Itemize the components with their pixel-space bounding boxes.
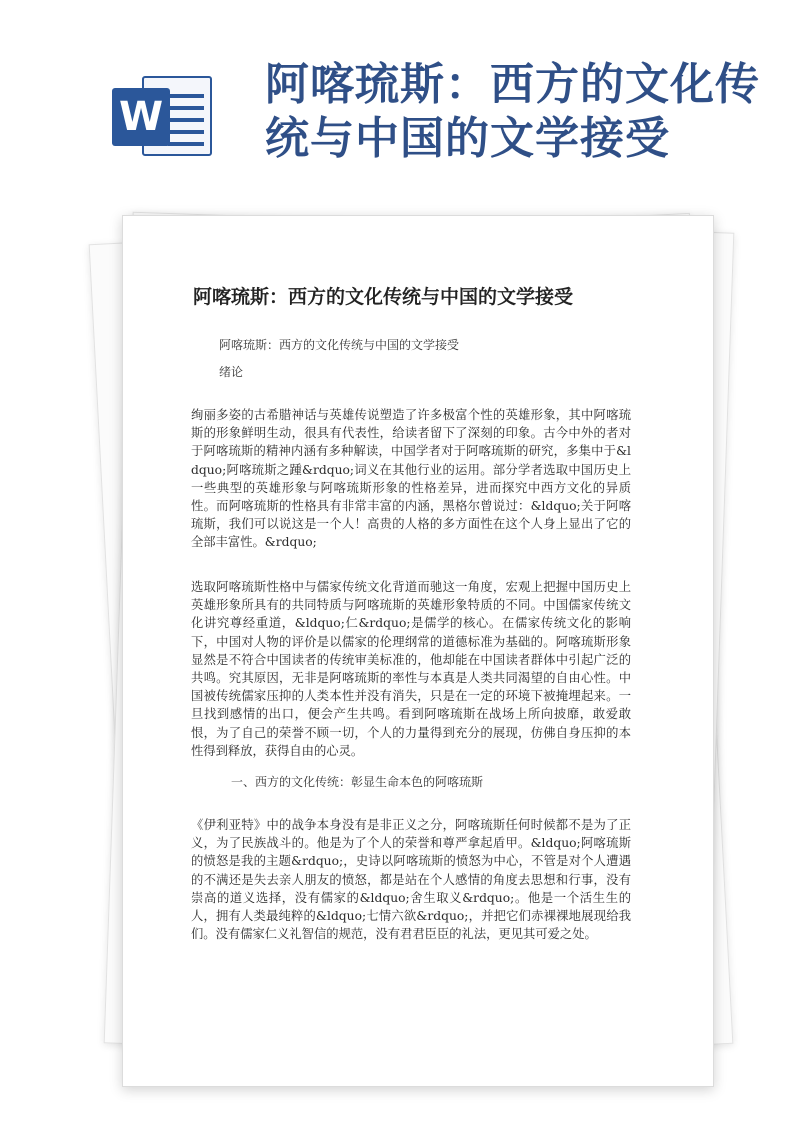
banner-title: 阿喀琉斯：西方的文化传统与中国的文学接受 (265, 59, 760, 164)
paragraph-3: 《伊利亚特》中的战争本身没有是非正义之分，阿喀琉斯任何时候都不是为了正义，为了民族战斗的。他是为了个人的荣誉和尊严拿起盾甲。&ldquo;阿喀琉斯的愤怒是我的主题&rdquo;，史诗以阿喀琉斯的愤怒为中心，不管是对个人遭遇的不满还是失去亲人朋友的愤怒，都是站在个人感情的角度去思想和行事，没有崇高的道义选择，没有儒家的&ldquo;舍生取义&rdquo;。他是一个活生生的人，拥有人类最纯粹的&ldquo;七情六欲&rdquo;，并把它们赤裸裸地展现给我们。没有儒家仁义礼智信的规范，没有君君臣臣的礼法，更见其可爱之处。 (191, 818, 631, 942)
document-subtitle: 阿喀琉斯：西方的文化传统与中国的文学接受 (219, 338, 460, 352)
word-document-icon (112, 70, 212, 156)
document-title: 阿喀琉斯：西方的文化传统与中国的文学接受 (193, 286, 574, 308)
document-page (122, 215, 714, 1087)
paragraph-2: 选取阿喀琉斯性格中与儒家传统文化背道而驰这一角度，宏观上把握中国历史上英雄形象所具有的共同特质与阿喀琉斯的英雄形象特质的不同。中国儒家传统文化讲究尊经重道，&ldquo;仁&rdquo;是儒学的核心。在儒家传统文化的影响下，中国对人物的评价是以儒家的伦理纲常的道德标准为基础的。阿喀琉斯形象显然是不符合中国读者的传统审美标准的，他却能在中国读者群体中引起广泛的共鸣。究其原因，无非是阿喀琉斯的率性与本真是人类共同渴望的自由心性。中国被传统儒家压抑的人类本性并没有消失，只是在一定的环境下被掩埋起来。一旦找到感情的出口，便会产生共鸣。看到阿喀琉斯在战场上所向披靡，敢爱敢恨，为了自己的荣誉不顾一切，个人的力量得到充分的展现，仿佛自身压抑的本性得到释放，获得自由的心灵。 (191, 580, 631, 758)
paragraph-1: 绚丽多姿的古希腊神话与英雄传说塑造了许多极富个性的英雄形象，其中阿喀琉斯的形象鲜明生动，很具有代表性，给读者留下了深刻的印象。古今中外的者对于阿喀琉斯的精神内涵有多种解读，中国学者对于阿喀琉斯的研究，多集中于&ldquo;阿喀琉斯之踵&rdquo;词义在其他行业的运用。部分学者选取中国历史上一些典型的英雄形象与阿喀琉斯形象的性格差异，进而探究中西方文化的异质性。而阿喀琉斯的性格具有非常丰富的内涵，黑格尔曾说过：&ldquo;关于阿喀琉斯，我们可以说这是一个人！高贵的人格的多方面性在这个人身上显出了它的全部丰富性。&rdquo; (191, 408, 631, 550)
word-logo-badge: W (112, 88, 170, 146)
introduction-heading: 绪论 (219, 365, 244, 379)
section-heading: 一、西方的文化传统：彰显生命本色的阿喀琉斯 (231, 775, 484, 789)
banner (0, 0, 800, 190)
